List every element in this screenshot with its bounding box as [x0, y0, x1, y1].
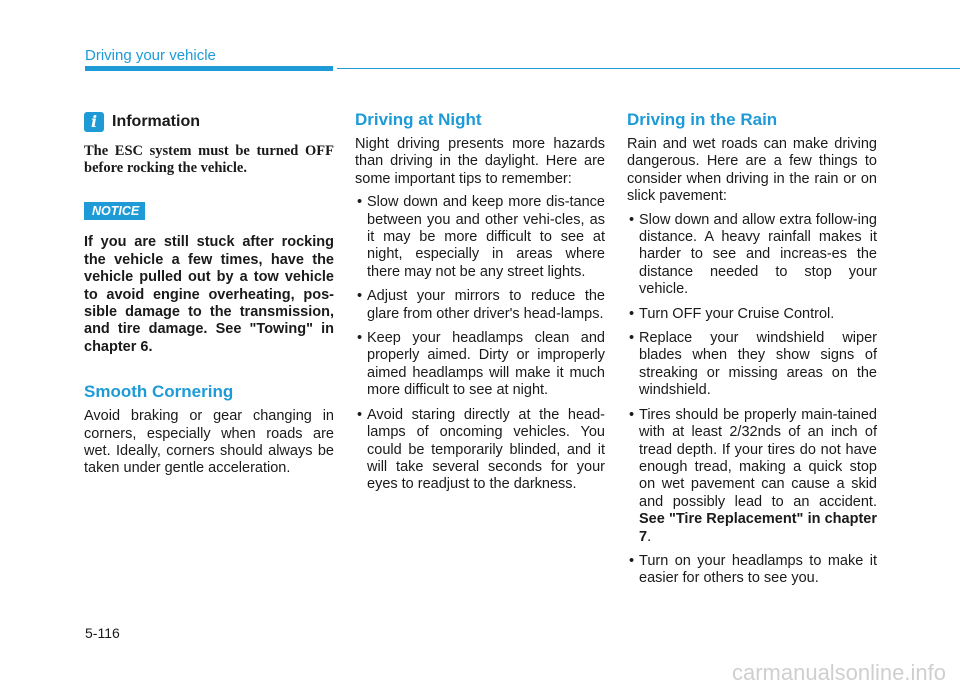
header-rule-thin	[337, 68, 960, 69]
tire-replacement-reference: See "Tire Replacement" in chapter 7	[639, 511, 877, 545]
list-item-tires	[627, 407, 877, 546]
list-item: • Slow down and keep more dis-tance between you and other vehi-cles, as it may be more difficult to see at night, especially in areas where there may not be any street lights.	[355, 194, 605, 281]
column-left	[84, 110, 334, 478]
heading-driving-in-rain: Driving in the Rain	[627, 110, 778, 129]
header-rule-thick	[85, 66, 333, 71]
cornering-text: Avoid braking or gear changing in corners, especially when roads are wet. Ideally, corners should always be taken under gentle acceleration.	[84, 408, 334, 477]
heading-driving-at-night: Driving at Night	[355, 110, 482, 129]
column-middle	[355, 110, 605, 501]
list-item: • Avoid staring directly at the head-lamps of oncoming vehicles. You could be temporarily blinded, and it will take several seconds for your eyes to readjust to the darkness.	[355, 407, 605, 494]
list-item: • Replace your windshield wiper blades when they show signs of streaking or missing areas on the windshield.	[627, 330, 877, 400]
column-right	[627, 110, 877, 595]
notice-block	[84, 202, 334, 220]
night-tips-list	[355, 194, 605, 494]
information-text: The ESC system must be turned OFF before rocking the vehicle.	[84, 143, 334, 176]
info-icon: i	[84, 112, 104, 132]
list-item: • Turn on your headlamps to make it easier for others to see you.	[627, 553, 877, 588]
information-header	[84, 112, 334, 132]
rain-intro: Rain and wet roads can make driving dangerous. Here are a few things to consider when driving in the rain or on slick pavement:	[627, 136, 877, 205]
list-item: • Slow down and allow extra follow-ing distance. A heavy rainfall makes it harder to see and increas-es the distance needed to stop your vehicle.	[627, 212, 877, 299]
page-number: 5-116	[85, 625, 120, 641]
night-intro: Night driving presents more hazards than driving in the daylight. Here are some important tips to remember:	[355, 136, 605, 187]
list-item: • Turn OFF your Cruise Control.	[627, 306, 877, 323]
information-title: Information	[112, 113, 200, 131]
section-title: Driving your vehicle	[85, 47, 216, 64]
notice-badge: NOTICE	[84, 202, 145, 220]
list-item: • Adjust your mirrors to reduce the glare from other driver's head-lamps.	[355, 288, 605, 323]
list-item: • Keep your headlamps clean and properly aimed. Dirty or improperly aimed headlamps will make it much more difficult to see at night.	[355, 330, 605, 400]
heading-smooth-cornering: Smooth Cornering	[84, 382, 234, 402]
tires-text: Tires should be properly main-tained with at least 2/32nds of an inch of tread depth. If your tires do not have enough tread, making a quick stop on wet pavement can cause a skid and possibly lead to an accident.	[639, 406, 877, 510]
rain-tips-list	[627, 212, 877, 588]
notice-text: If you are still stuck after rocking the vehicle a few times, have the vehicle pulled out by a tow vehicle to avoid engine overheating, pos-sible damage to the transmission, and tire damage. See "Towing" in chapter 6.	[84, 234, 334, 355]
tires-end: .	[647, 528, 652, 545]
watermark: carmanualsonline.info	[731, 660, 946, 685]
